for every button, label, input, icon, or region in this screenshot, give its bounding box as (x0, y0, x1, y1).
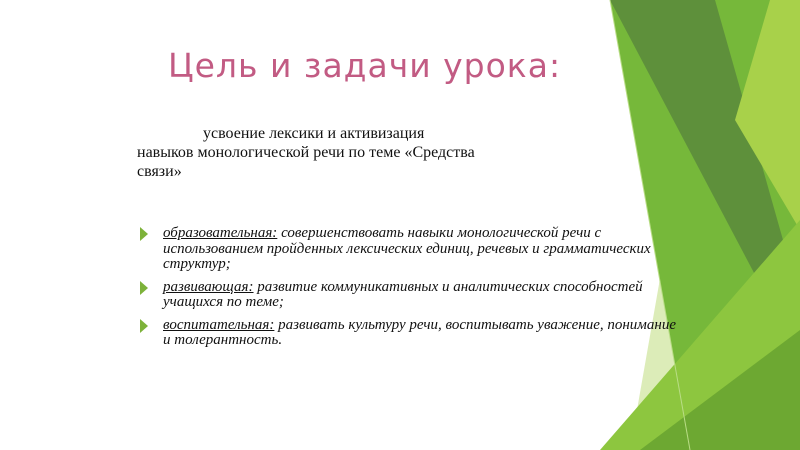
task-label: образовательная: (163, 225, 278, 241)
task-text: развитие коммуникативных и аналитических способностей учащихся по теме; (163, 278, 643, 310)
goal-line-1: усвоение лексики и активизация (203, 125, 425, 142)
arrow-bullet-icon (140, 227, 148, 241)
task-item-educational (137, 226, 677, 273)
task-list (137, 226, 677, 356)
task-label: развивающая: (163, 278, 254, 295)
lesson-goal (137, 124, 577, 181)
slide-title: Цель и задачи урока: (168, 46, 562, 85)
task-item-developing (137, 280, 677, 311)
goal-line-2: навыков монологической речи по теме «Средства (137, 144, 475, 161)
task-text: развивать культуру речи, воспитывать уважение, понимание и толерантность. (163, 316, 676, 348)
task-text: совершенствовать навыки монологической речи с использованием пройденных лексических единиц, речевых и грамматических структур; (163, 225, 651, 272)
arrow-bullet-icon (140, 319, 148, 333)
arrow-bullet-icon (140, 281, 148, 295)
task-item-upbringing (137, 318, 677, 349)
goal-line-3: связи» (137, 163, 182, 180)
task-label: воспитательная: (163, 316, 275, 333)
